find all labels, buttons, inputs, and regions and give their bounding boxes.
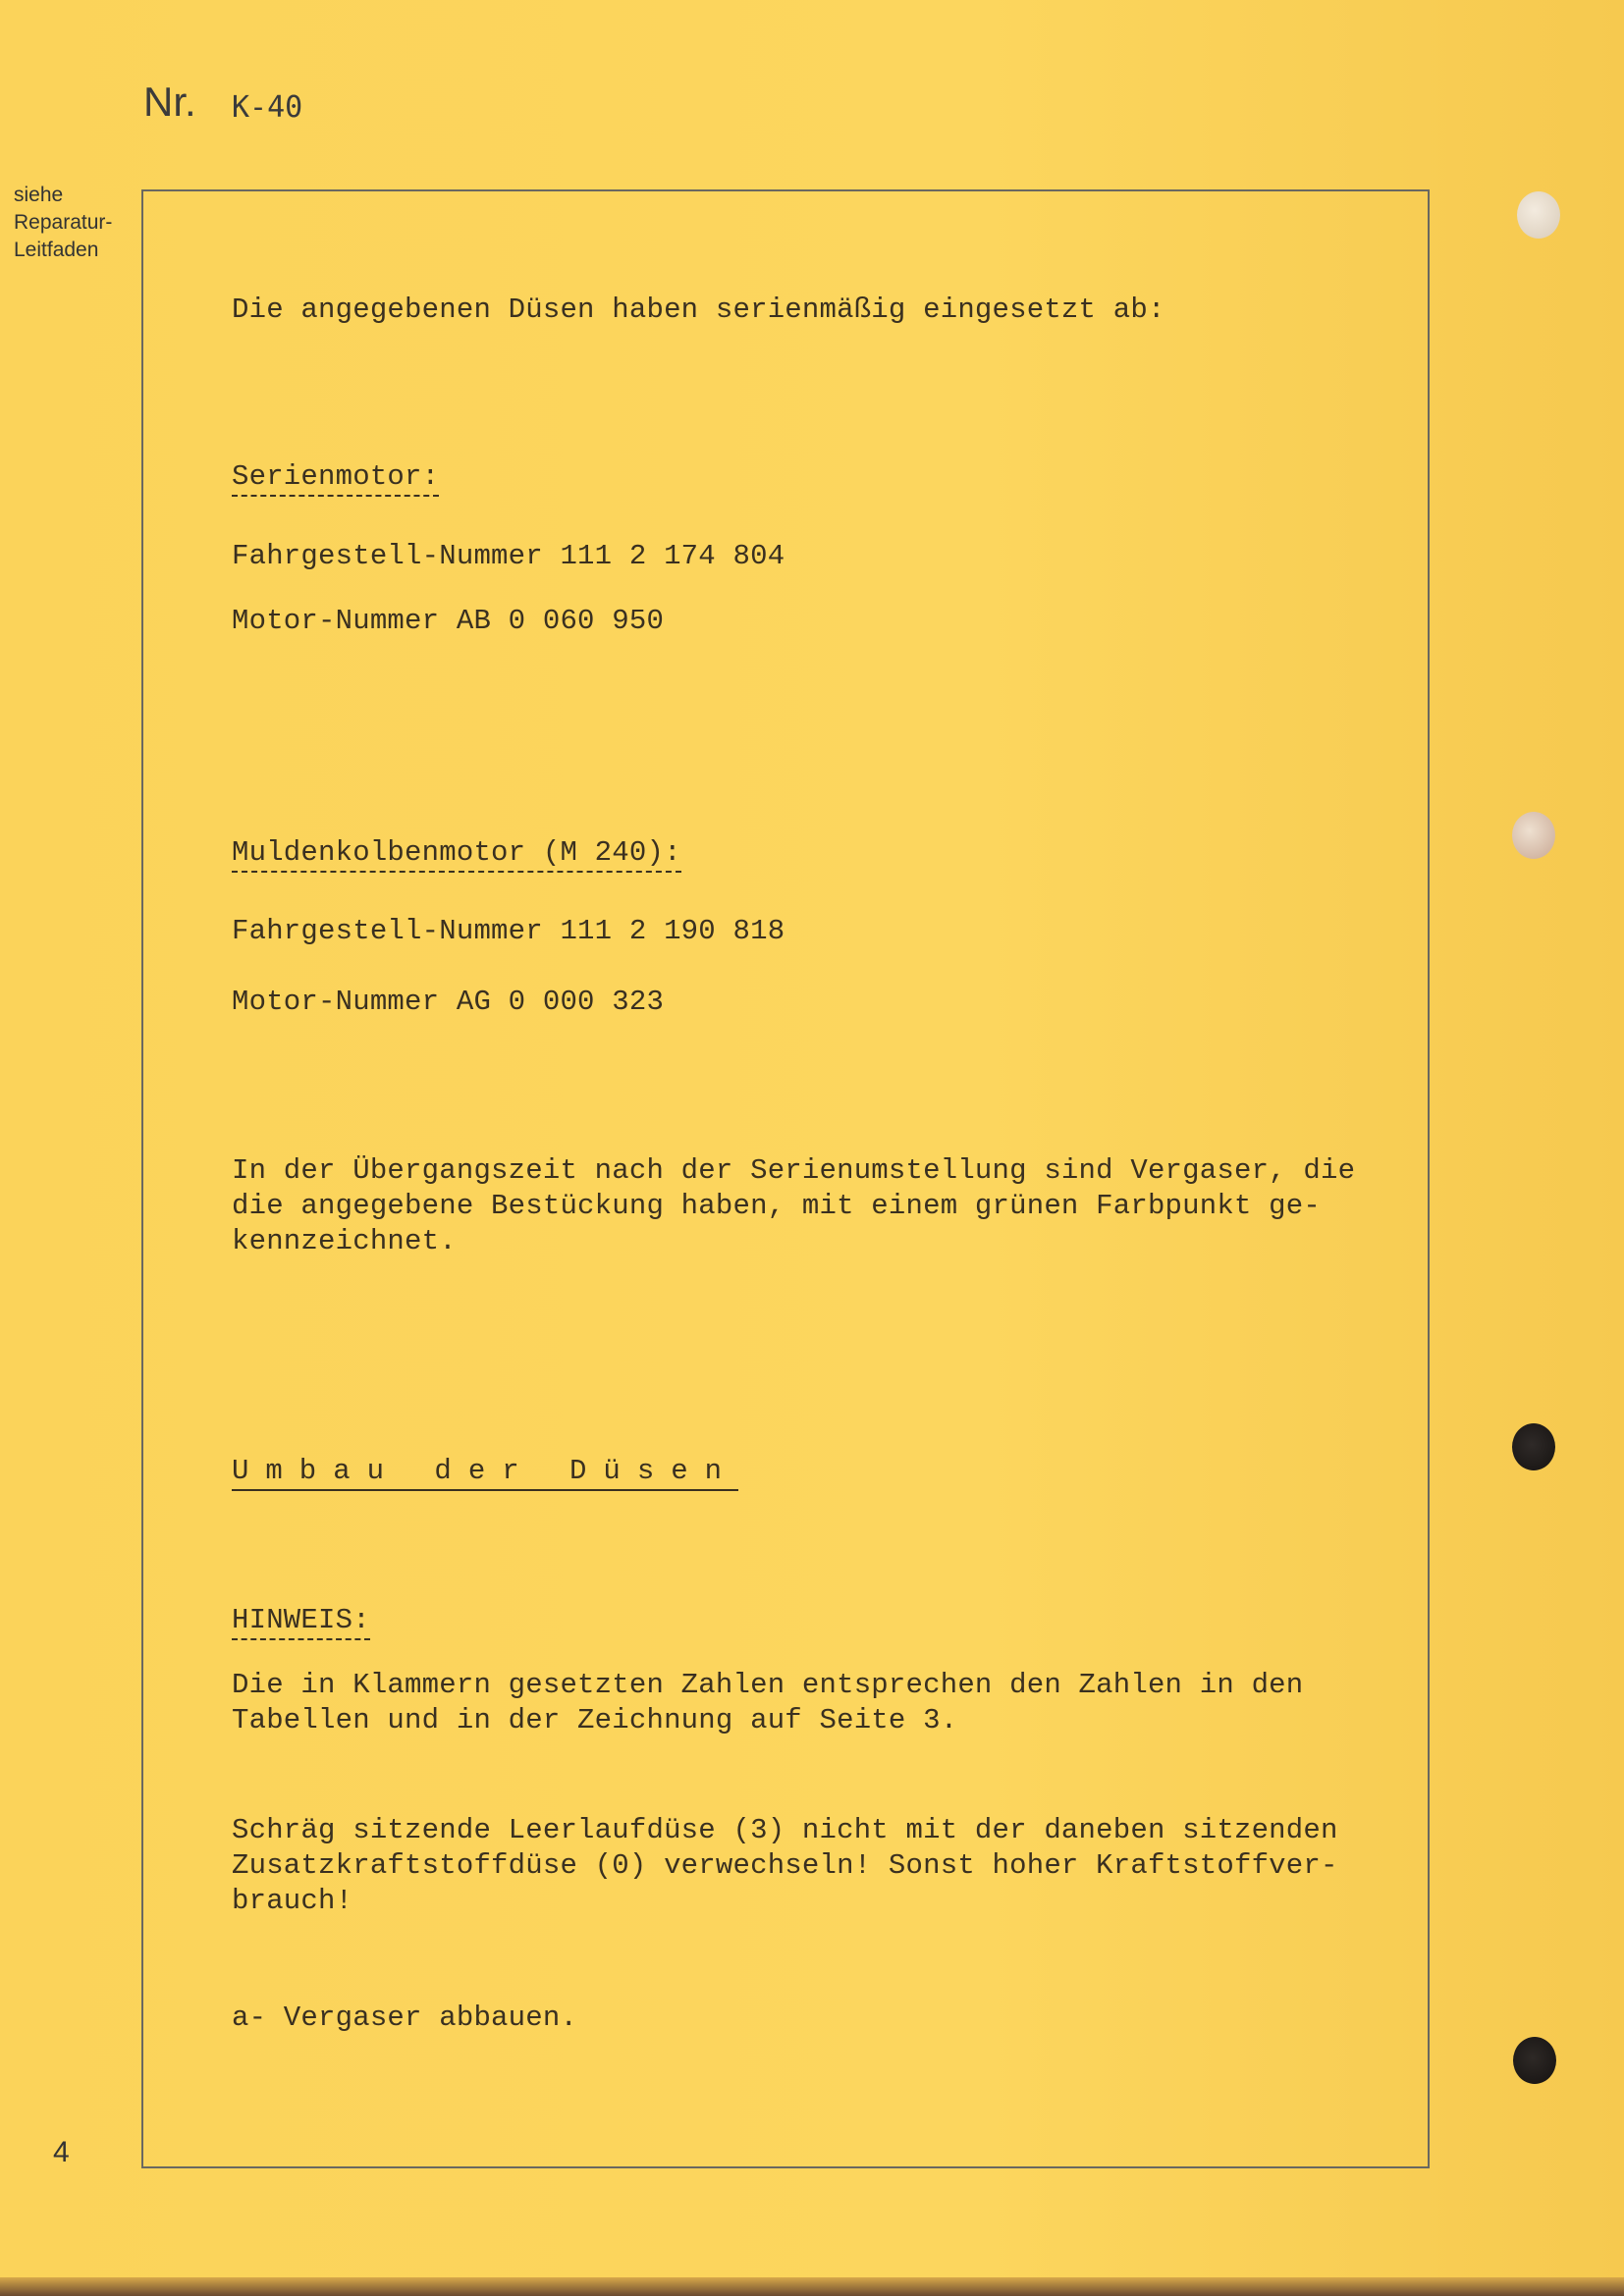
side-note-line: Leitfaden: [14, 239, 99, 261]
warning-line: brauch!: [232, 1885, 353, 1917]
intro-text: Die angegebenen Düsen haben serienmäßig eingesetzt ab:: [232, 294, 1165, 326]
warning-line: Schräg sitzende Leerlaufdüse (3) nicht mit der daneben sitzenden: [232, 1814, 1338, 1846]
muldenkolbenmotor-engine-number: Motor-Nummer AG 0 000 323: [232, 986, 665, 1018]
header-nr-label: Nr.: [143, 79, 196, 125]
punch-hole: [1513, 2037, 1556, 2084]
section-heading: Umbau der Düsen: [232, 1455, 738, 1491]
warning-line: Zusatzkraftstoffdüse (0) verwechseln! Sonst hoher Kraftstoffver-: [232, 1849, 1338, 1882]
serienmotor-engine-number: Motor-Nummer AB 0 060 950: [232, 605, 665, 637]
muldenkolbenmotor-chassis-number: Fahrgestell-Nummer 111 2 190 818: [232, 915, 785, 947]
side-note: [14, 182, 132, 264]
page-bottom-edge: [0, 2277, 1624, 2296]
hinweis-line: Tabellen und in der Zeichnung auf Seite 3.: [232, 1704, 958, 1736]
hinweis-line: Die in Klammern gesetzten Zahlen entsprechen den Zahlen in den: [232, 1669, 1304, 1701]
transition-line: In der Übergangszeit nach der Serienumstellung sind Vergaser, die: [232, 1154, 1356, 1187]
punch-hole: [1517, 191, 1560, 239]
muldenkolbenmotor-heading-wrap: [232, 832, 681, 874]
serienmotor-heading-wrap: [232, 456, 439, 498]
muldenkolbenmotor-heading: Muldenkolbenmotor (M 240):: [232, 836, 681, 873]
transition-line: die angegebene Bestückung haben, mit einem grünen Farbpunkt ge-: [232, 1190, 1321, 1222]
side-note-line: siehe: [14, 184, 64, 206]
punch-hole: [1512, 812, 1555, 859]
hinweis-heading: HINWEIS:: [232, 1604, 370, 1640]
punch-hole: [1512, 1423, 1555, 1470]
page-number: 4: [53, 2136, 70, 2168]
document-number: K-40: [232, 90, 303, 125]
side-note-line: Reparatur-: [14, 211, 113, 234]
serienmotor-chassis-number: Fahrgestell-Nummer 111 2 174 804: [232, 540, 785, 572]
section-heading-wrap: [232, 1451, 738, 1492]
hinweis-heading-wrap: [232, 1600, 370, 1641]
step-a: a- Vergaser abbauen.: [232, 2002, 578, 2034]
transition-line: kennzeichnet.: [232, 1225, 457, 1257]
serienmotor-heading: Serienmotor:: [232, 460, 439, 497]
